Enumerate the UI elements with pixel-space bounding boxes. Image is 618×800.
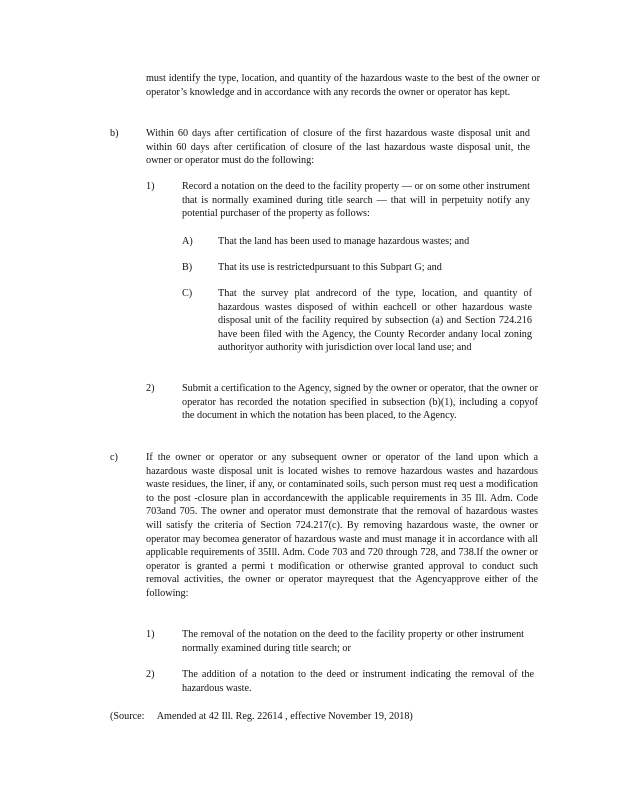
subsection-b-label: b) (110, 128, 119, 139)
item-c1-label: 1) (146, 629, 155, 640)
subsection-c-text: If the owner or operator or any subsequent owner or operator of the land upon which a hazardous waste disposal unit is located wishes to remove hazardous wastes and hazardous waste residues, the liner, if any, or contaminated soils, such person must req uest a modification to the post -closure plan in accordancewith the applicable requirements in 35 Ill. Adm. Code 703and 705. The owner and operator must demonstrate that the removal of hazardous wastes will satisfy the criteria of Section 724.217(c). By removing hazardous waste, the owner or operator may becomea generator of hazardous waste and must manage it in accordance with all applicable requirements of 35Ill. Adm. Code 703 and 720 through 728, and 738.If the owner or operator is granted a permi t modification or otherwise granted approval to conduct such removal activities, the owner or operator mayrequest that the Agencyapprove either of the following: (146, 452, 538, 599)
item-b1-text: Record a notation on the deed to the facility property — or on some other instrument that is normally examined during title search — that will in perpetuity notify any potential purchaser of the property as follows: (182, 181, 530, 220)
item-c2-text: The addition of a notation to the deed or instrument indicating the removal of the hazardous waste. (182, 669, 534, 694)
item-c1-text: The removal of the notation on the deed to the facility property or other instrument normally examined during title search; or (182, 629, 524, 654)
subitem-B-label: B) (182, 262, 193, 273)
source-text: Amended at 42 Ill. Reg. 22614 , effective November 19, 2018) (156, 711, 413, 722)
item-b2-label: 2) (146, 383, 155, 394)
source-label: (Source: (110, 711, 145, 722)
subitem-B-text: That its use is restrictedpursuant to this Subpart G; and (218, 262, 442, 273)
continuation-paragraph: must identify the type, location, and quantity of the hazardous waste to the best of the owner or operator’s knowledge and in accordance with any records the owner or operator has kept. (146, 73, 540, 98)
item-b1-label: 1) (146, 181, 155, 192)
subitem-C-label: C) (182, 288, 193, 299)
subitem-A-label: A) (182, 236, 193, 247)
item-b2-text: Submit a certification to the Agency, signed by the owner or operator, that the owner or operator has recorded the notation specified in subsection (b)(1), including a copyof the document in which the notation has been placed, to the Agency. (182, 383, 538, 422)
subitem-A-text: That the land has been used to manage hazardous wastes; and (218, 236, 470, 247)
item-c2-label: 2) (146, 669, 155, 680)
subsection-b-text: Within 60 days after certification of closure of the first hazardous waste disposal unit and within 60 days after certification of closure of the last hazardous waste disposal unit, the owner or operator must do the following: (146, 128, 530, 167)
subitem-C-text: That the survey plat andrecord of the type, location, and quantity of hazardous wastes disposed of within eachcell or other hazardous waste disposal unit of the facility required by subsection (a) and Section 724.216 have been filed with the Agency, the County Recorder andany local zoning authorityor authority with jurisdiction over local land use; and (218, 288, 532, 354)
source-note (110, 710, 490, 724)
subsection-c-label: c) (110, 452, 118, 463)
